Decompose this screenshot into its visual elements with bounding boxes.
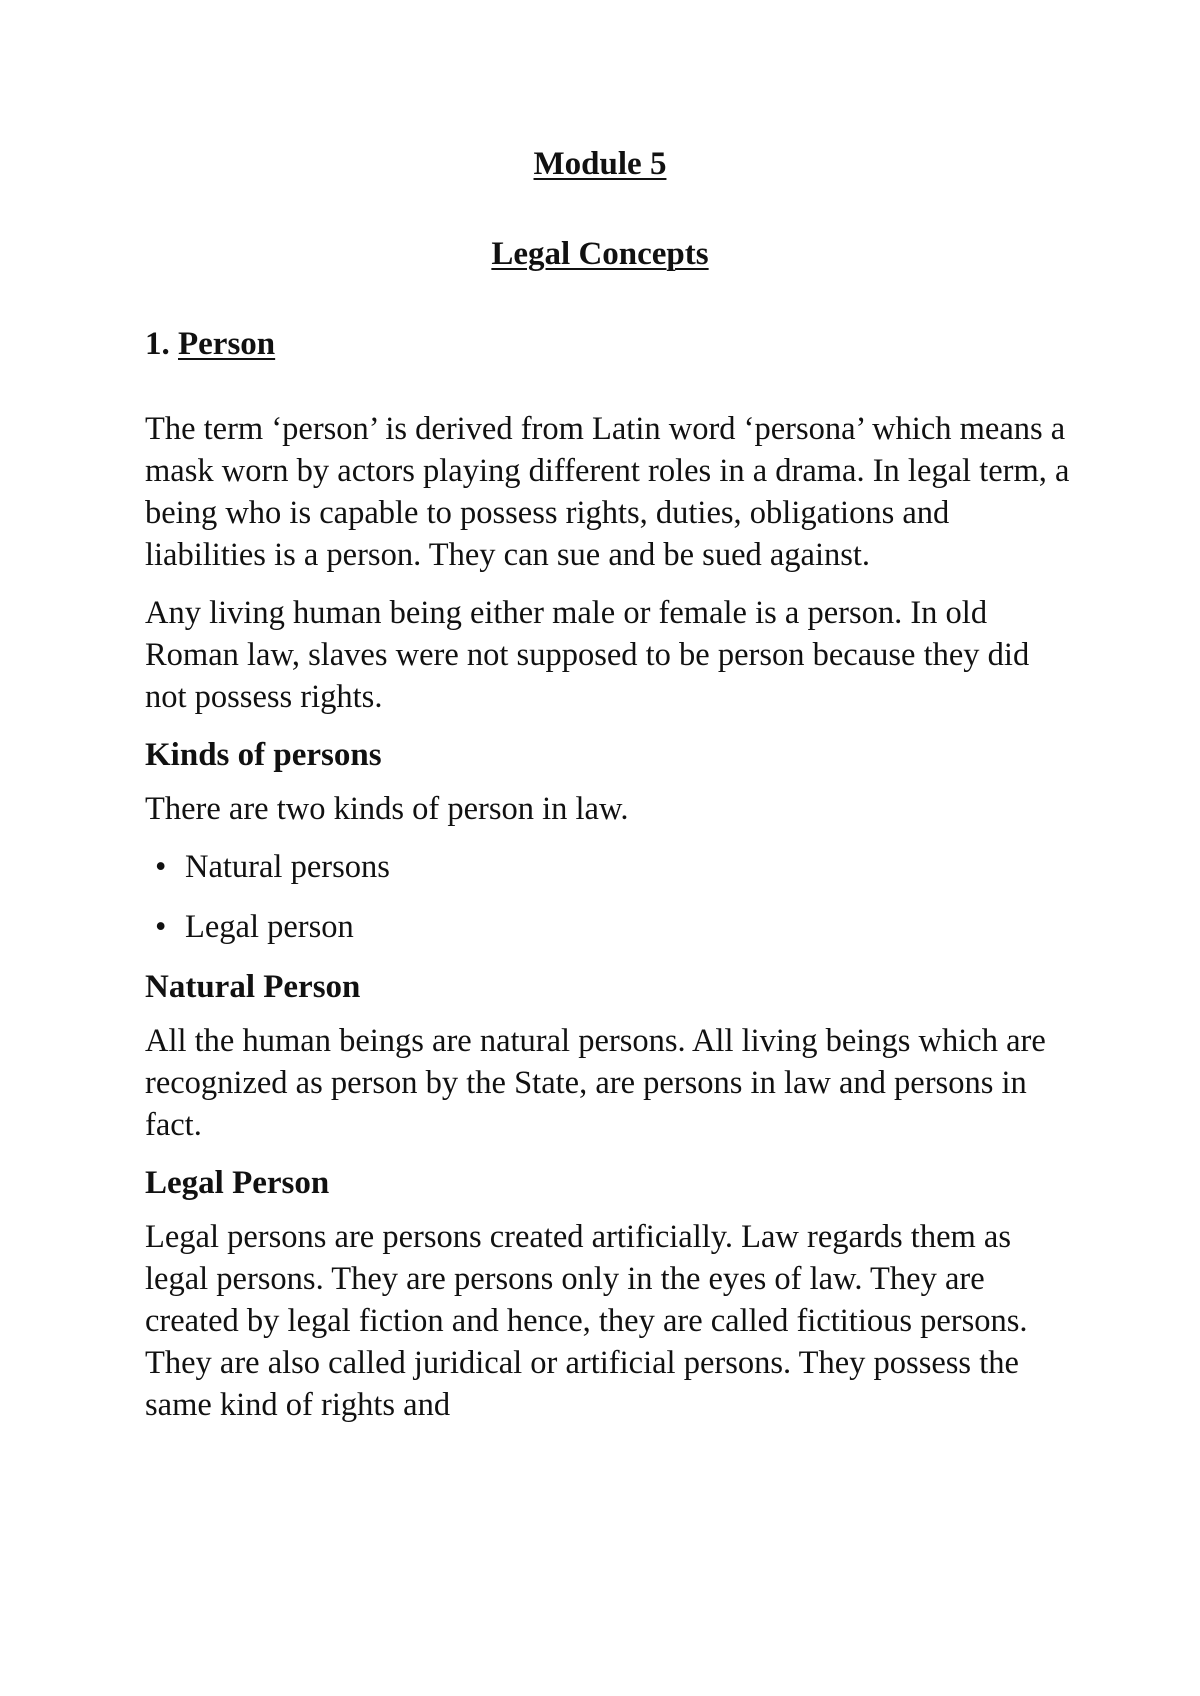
bullet-icon: •: [155, 849, 167, 885]
document-body: [145, 408, 1075, 1442]
section-number: 1.: [145, 326, 170, 362]
list-item-text: Legal person: [185, 909, 354, 945]
intro-paragraph-1: The term ‘person’ is derived from Latin word ‘persona’ which means a mask worn by actors playing different roles in a drama. In legal term, a being who is capable to possess rights, duties, obligations and liabilities is a person. They can sue and be sued against.: [145, 411, 1070, 573]
module-subtitle: Legal Concepts: [491, 236, 709, 272]
natural-person-text: All the human beings are natural persons. All living beings which are recognized as person by the State, are persons in law and persons in fact.: [145, 1023, 1046, 1143]
section-heading: [145, 326, 275, 363]
list-item: [145, 846, 1075, 888]
kinds-list: [145, 846, 1075, 948]
kinds-heading: Kinds of persons: [145, 737, 382, 773]
intro-paragraph-2: Any living human being either male or female is a person. In old Roman law, slaves were not supposed to be person because they did not possess rights.: [145, 595, 1030, 715]
list-item-text: Natural persons: [185, 849, 390, 885]
list-item: [145, 906, 1075, 948]
natural-person-heading: Natural Person: [145, 969, 361, 1005]
section-title: Person: [178, 326, 276, 362]
bullet-icon: •: [155, 909, 167, 945]
module-title: Module 5: [533, 146, 667, 182]
legal-person-heading: Legal Person: [145, 1165, 330, 1201]
legal-person-text: Legal persons are persons created artificially. Law regards them as legal persons. They are persons only in the eyes of law. They are created by legal fiction and hence, they are called fictitious persons. They are also called juridical or artificial persons. They possess the same kind of rights and: [145, 1219, 1028, 1423]
kinds-text: There are two kinds of person in law.: [145, 791, 629, 827]
